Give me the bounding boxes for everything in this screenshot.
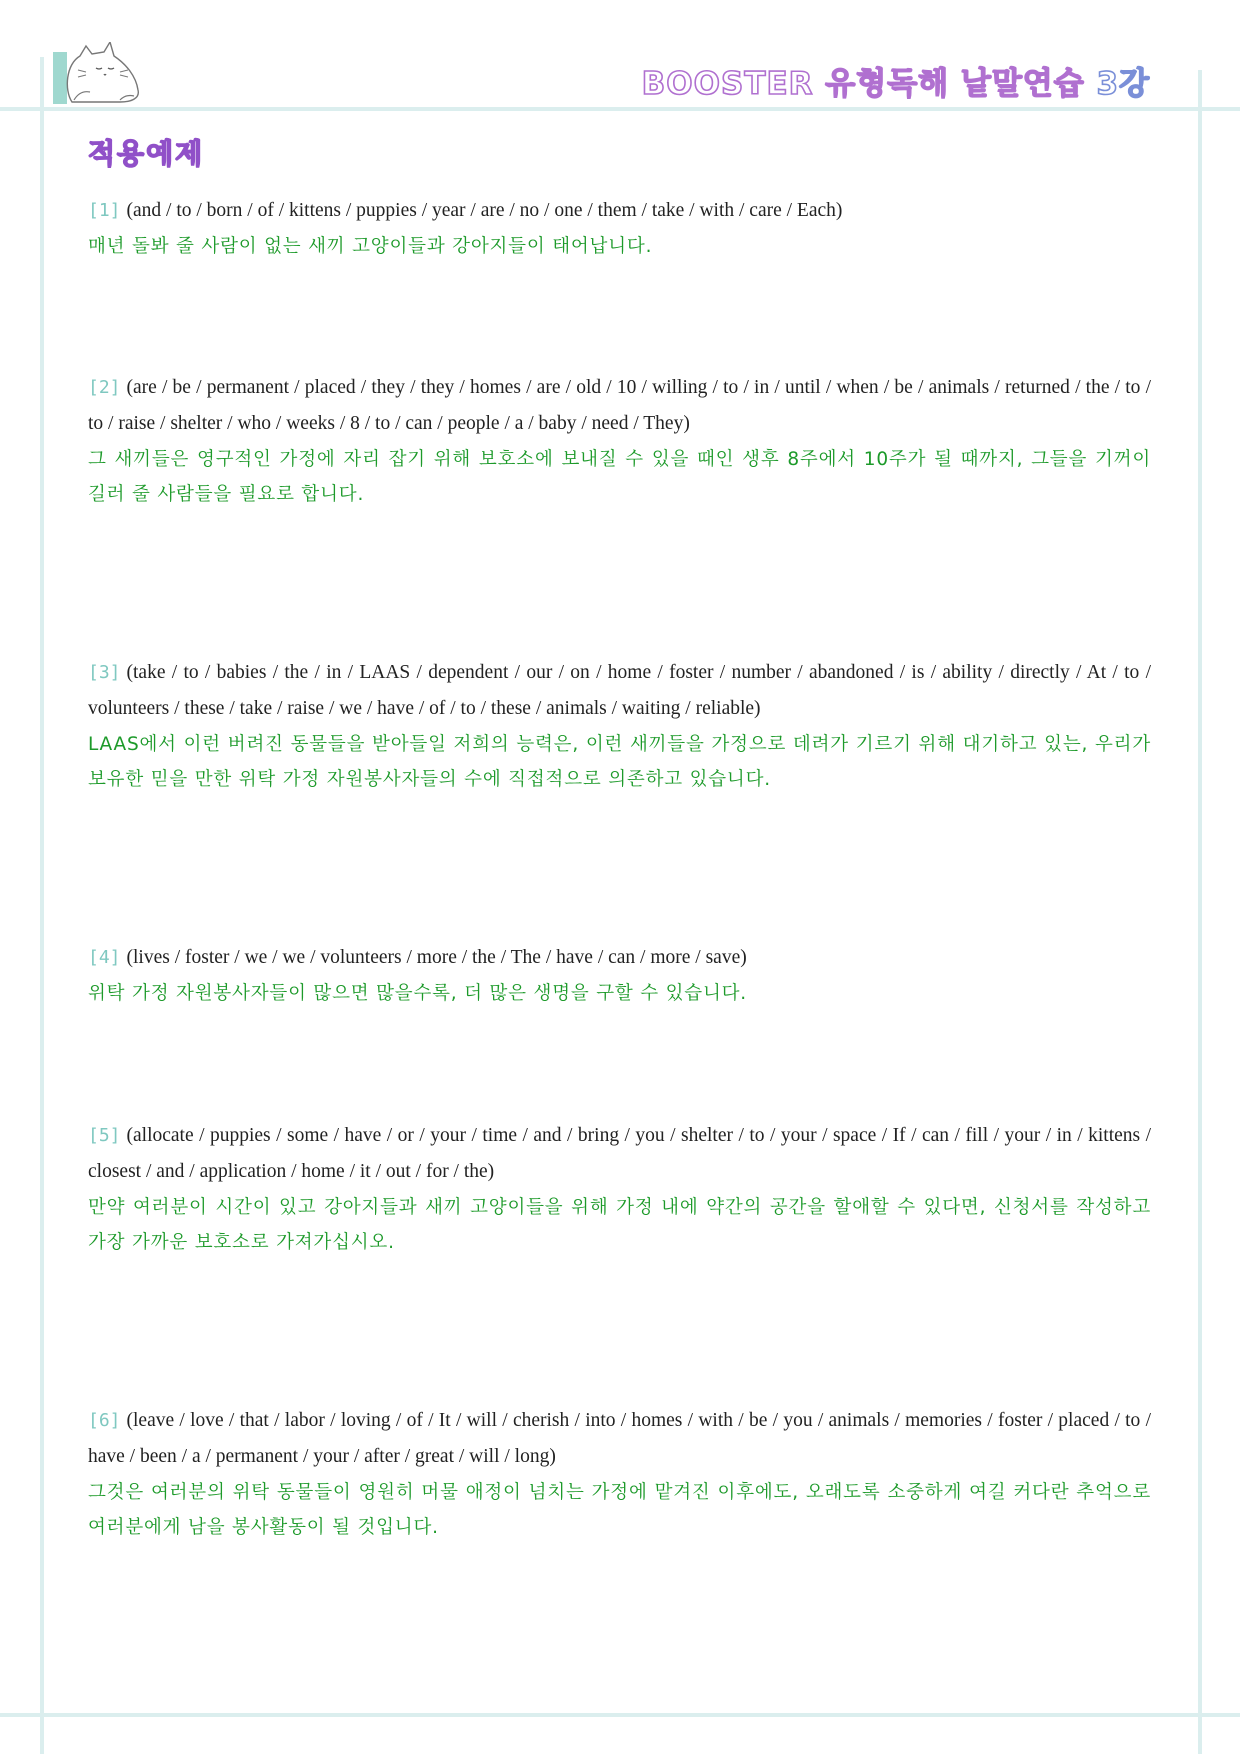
exercise-item-6 (88, 1403, 1151, 1545)
exercise-item-4 (88, 940, 1151, 1011)
scrambled-words: (allocate / puppies / some / have / or / your / time / and / bring / you / shelter / to / your / space / If / can / fill / your / in / kittens / closest / and / application / home / it / out / for / the) (88, 1125, 1151, 1182)
scrambled-words: (and / to / born / of / kittens / puppies / year / are / no / one / them / take / with / care / Each) (126, 200, 843, 221)
korean-translation: 매년 돌봐 줄 사람이 없는 새끼 고양이들과 강아지들이 태어납니다. (88, 236, 653, 257)
header-title-text: BOOSTER 유형독해 낱말연습 (641, 66, 1085, 102)
exercise-item-2 (88, 370, 1151, 512)
korean-translation: 만약 여러분이 시간이 있고 강아지들과 새끼 고양이들을 위해 가정 내에 약간의 공간을 할애할 수 있다면, 신청서를 작성하고 가장 가까운 보호소로 가져가십시오. (88, 1197, 1151, 1253)
scrambled-words: (leave / love / that / labor / loving / of / It / will / cherish / into / homes / with / be / you / animals / memories / foster / placed / to / have / been / a / permanent / your / after / great / will / long) (88, 1410, 1151, 1467)
item-number: [4] (88, 947, 121, 968)
scrambled-words: (take / to / babies / the / in / LAAS / dependent / our / on / home / foster / number / abandoned / is / ability / directly / At / to / volunteers / these / take / raise / we / have / of / to / these / animals / waiting / reliable) (88, 662, 1151, 719)
header-title (642, 58, 1150, 103)
item-number: [6] (88, 1410, 121, 1431)
frame-left-line (40, 57, 44, 1754)
korean-translation: 그 새끼들은 영구적인 가정에 자리 잡기 위해 보호소에 보내질 수 있을 때인 생후 8주에서 10주가 될 때까지, 그들을 기꺼이 길러 줄 사람들을 필요로 합니다. (88, 449, 1151, 505)
scrambled-words: (lives / foster / we / we / volunteers / more / the / The / have / can / more / save) (126, 947, 747, 968)
korean-translation: 위탁 가정 자원봉사자들이 많으면 많을수록, 더 많은 생명을 구할 수 있습니다. (88, 983, 747, 1004)
word-list (88, 1403, 1151, 1475)
word-list (88, 193, 1151, 229)
frame-right-line (1198, 70, 1202, 1754)
word-list (88, 655, 1151, 727)
item-number: [2] (88, 377, 121, 398)
word-list (88, 370, 1151, 442)
word-list (88, 1118, 1151, 1190)
item-number: [1] (88, 200, 121, 221)
korean-translation: LAAS에서 이런 버려진 동물들을 받아들일 저희의 능력은, 이런 새끼들을 가정으로 데려가 기르기 위해 대기하고 있는, 우리가 보유한 믿을 만한 위탁 가정 자원봉사자들의 수에 직접적으로 의존하고 있습니다. (88, 734, 1151, 790)
exercise-item-1 (88, 193, 1151, 264)
exercise-item-3 (88, 655, 1151, 797)
item-number: [5] (88, 1125, 121, 1146)
exercise-item-5 (88, 1118, 1151, 1260)
frame-top-line (0, 107, 1240, 111)
section-title: 적용예제 (88, 137, 205, 170)
item-number: [3] (88, 662, 121, 683)
word-list (88, 940, 1151, 976)
cat-logo-icon (50, 42, 145, 106)
scrambled-words: (are / be / permanent / placed / they / they / homes / are / old / 10 / willing / to / in / until / when / be / animals / returned / the / to / to / raise / shelter / who / weeks / 8 / to / can / people / a / baby / need / They) (88, 377, 1151, 434)
frame-bottom-line (0, 1713, 1240, 1717)
header-lesson: 3강 (1096, 66, 1150, 102)
korean-translation: 그것은 여러분의 위탁 동물들이 영원히 머물 애정이 넘치는 가정에 맡겨진 이후에도, 오래도록 소중하게 여길 커다란 추억으로 여러분에게 남을 봉사활동이 될 것입니다. (88, 1482, 1151, 1538)
